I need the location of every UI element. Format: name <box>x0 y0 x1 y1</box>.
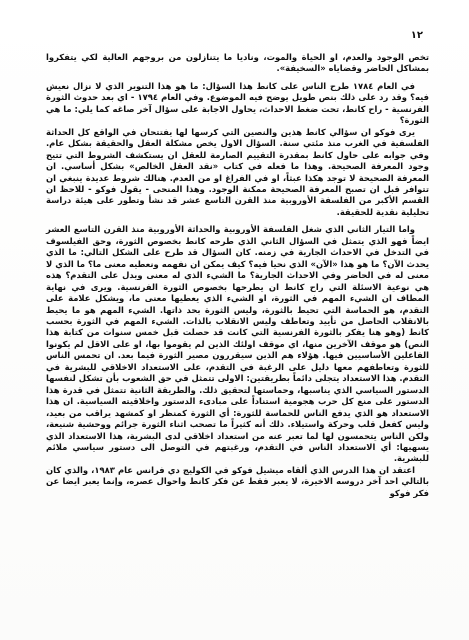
page-number: ١٢ <box>410 30 423 41</box>
paragraph-4: واما التيار الثاني الذي شغل الفلسفة الأوروبية والحداثة الأوروبية منذ القرن التاسع العشر ايضاً فهو الذي يتمثل في السؤال الثاني الذي طرحه كانط بخصوص الثورة، وحق الفيلسوف في التدخل في الاحداث الجارية في زمنه. كان السؤال قد طرح على الشكل التالي: ما الذي يحدث الآن؟ ما هو هذا «الآن» الذي نحيا فيه؟ كيف يمكن ان نفهمه ونعطيه معنى ما؟ ما الذي لا معنى له في الحاضر وفي الاحداث الجارية؟ ما الشيء الذي له معنى ويدل على التقدم؟ هذه هي نوعية الاسئلة التي راح كانط ان يطرحها بخصوص الثورة الفرنسية. ويرى في نهاية المطاف ان الشيء المهم في الثورة، او الشيء الذي يعطيها معنى ما، ويشكل علامة على التقدم، هو الحماسة التي تحيط بالثورة، وليس الثورة بحد ذاتها. الشيء المهم هو ما يحيط بالانقلاب الحاصل من تأييد وتعاطف وليس الانقلاب بالذات. الشيء المهم في الثورة بحسب كانط (وهو هنا يفكر بالثورة الفرنسية التي كانت قد حصلت قبل خمس سنوات من كتابة هذا النص) هو موقف الآخرين منها، اي موقف اولئك الذين لم يقوموا بها، او على الاقل لم يكونوا الفاعلين الأساسيين فيها. هؤلاء هم الذين سيقررون مصير الثورة فيما بعد. ان تحمس الناس للثورة وتعاطفهم معها دليل على الرغبة في التقدم، على الاستعداد الاخلاقي للبشرية في التقدم. هذا الاستعداد يتجلى دائماً بطريقتين: الاولى تتمثل في حق الشعوب بأن تشكل لنفسها الدستور السياسي الذي يناسبها، وحماستها لتحقيق ذلك. والطريقة الثانية تتمثل في قدرة هذا الدستور على منع كل حرب هجومية استناداً على مبادىء الدستور واخلاقيته السياسية. ان هذا الاستعداد هو الذي يدفع الناس للحماسة للثورة: أي الثورة كمنظر او كمشهد يراقب من بعيد، وليس كفعل قلب وحركة واستيلاء. ذلك أنه كثيراً ما تصحب اثناء الثورة جرائم ووحشية شنيعة، ولكن الناس يتحمسون لها لما تعبر عنه من استعداد اخلاقي لدى البشرية، هذا الاستعداد الذي يسهيها: أي الاستعداد الناس في التقدم، ورغبتهم في التوصل الى دستور سياسي ملائم للبشرية. <box>46 224 429 464</box>
body-text <box>46 52 429 499</box>
paragraph-1: تخص الوجود والعدم، او الحياة والموت، وناديا ما يتنازلون من بروجهم العالية لكي يتفكروا بمشاكل الحاضر وقضاياه «السخيفة». <box>46 52 429 74</box>
paragraph-2: في العام ١٧٨٤ طرح الناس على كانط هذا السؤال: ما هو هذا التنوير الذي لا نزال نعيش فيه؟ وقد رد على ذلك بنص طويل يوضح فيه الموضوع. وفي العام ١٧٩٤ - اي بعد حدوث الثورة الفرنسية - راح كانط، تحت ضغط الاحداث، يحاول الاجابة على سؤال آخر صاغه كما يلي: ما هي الثورة؟ <box>46 80 429 126</box>
paragraph-5: اعتقد ان هذا الدرس الذي ألقاه ميشيل فوكو في الكوليج دي فرانس عام ١٩٨٣، والذي كان بالتالي احد آخر دروسه الاخيرة، لا يعبر فقط عن فكر كانط واحوال عصره، وإنما يعبر ايضا عن فكر فوكو <box>46 464 429 498</box>
paragraph-3: يرى فوكو ان سؤالي كانط هذين والنصين التي كرسها لها يفتتحان في الواقع كل الحداثة الفلسفية في الغرب منذ مئتي سنة. السؤال الاول يخص مشكلة العقل والحقيقة بشكل عام. وفي جوابه على حاول كانط بمقدرة التقييم الصارمة للعقل ان يستكشف الشروط التي تتيح وجود المعرفة الصحيحة. وهذا ما فعله في كتاب «نقد العقل الخالص» بشكل أساسي. ان المعرفة الصحيحة لا توجد هكذا عبثاً، او في الفراغ او من العدم. هنالك شروط عديدة ينبغي ان تتوافر قبل ان تصبح المعرفة الصحيحة ممكنة الوجود. وهذا المنحى - يقول فوكو - للاحظ ان القسم الأكبر من الفلسفة الأوروبية منذ القرن التاسع عشر قد نشأ وتطور على هيئة دراسة تحليلية نقدية للحقيقة. <box>46 126 429 217</box>
